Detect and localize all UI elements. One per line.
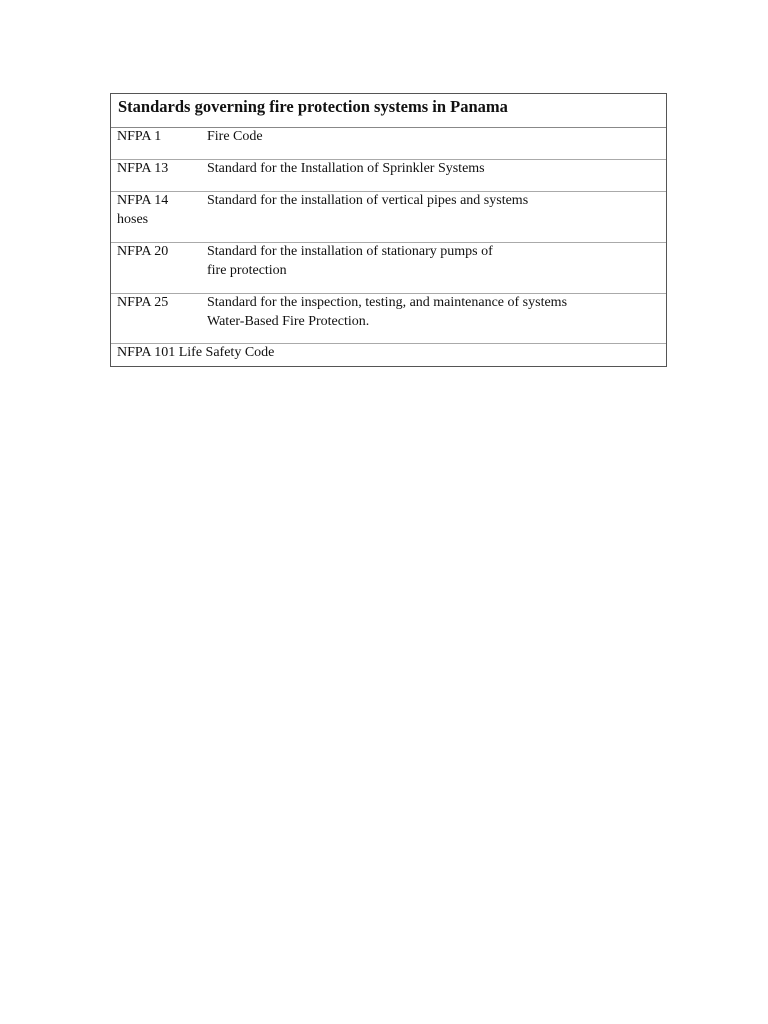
- standard-code: NFPA 25: [117, 295, 169, 310]
- standard-description: Fire Code: [207, 129, 263, 144]
- standard-footer-entry: NFPA 101 Life Safety Code: [117, 345, 275, 360]
- standard-code: NFPA 14 hoses: [117, 193, 169, 227]
- standards-table: [110, 93, 667, 367]
- standard-description: Standard for the inspection, testing, and maintenance of systems Water-Based Fire Protection.: [207, 295, 568, 329]
- standard-description: Standard for the installation of stationary pumps of fire protection: [207, 244, 493, 278]
- table-row-nfpa-1: [111, 128, 666, 160]
- standard-code: NFPA 13: [117, 161, 169, 176]
- standard-code: NFPA 1: [117, 129, 162, 144]
- standard-description: Standard for the Installation of Sprinkler Systems: [207, 161, 485, 176]
- table-row-nfpa-13: [111, 160, 666, 192]
- standard-description: Standard for the installation of vertical pipes and systems: [207, 193, 529, 208]
- table-row-nfpa-25: [111, 294, 666, 344]
- table-title: Standards governing fire protection systems in Panama: [111, 94, 666, 128]
- table-row-nfpa-20: [111, 243, 666, 294]
- standard-code: NFPA 20: [117, 244, 169, 259]
- table-row-nfpa-14: [111, 192, 666, 243]
- table-row-nfpa-101: [111, 344, 666, 366]
